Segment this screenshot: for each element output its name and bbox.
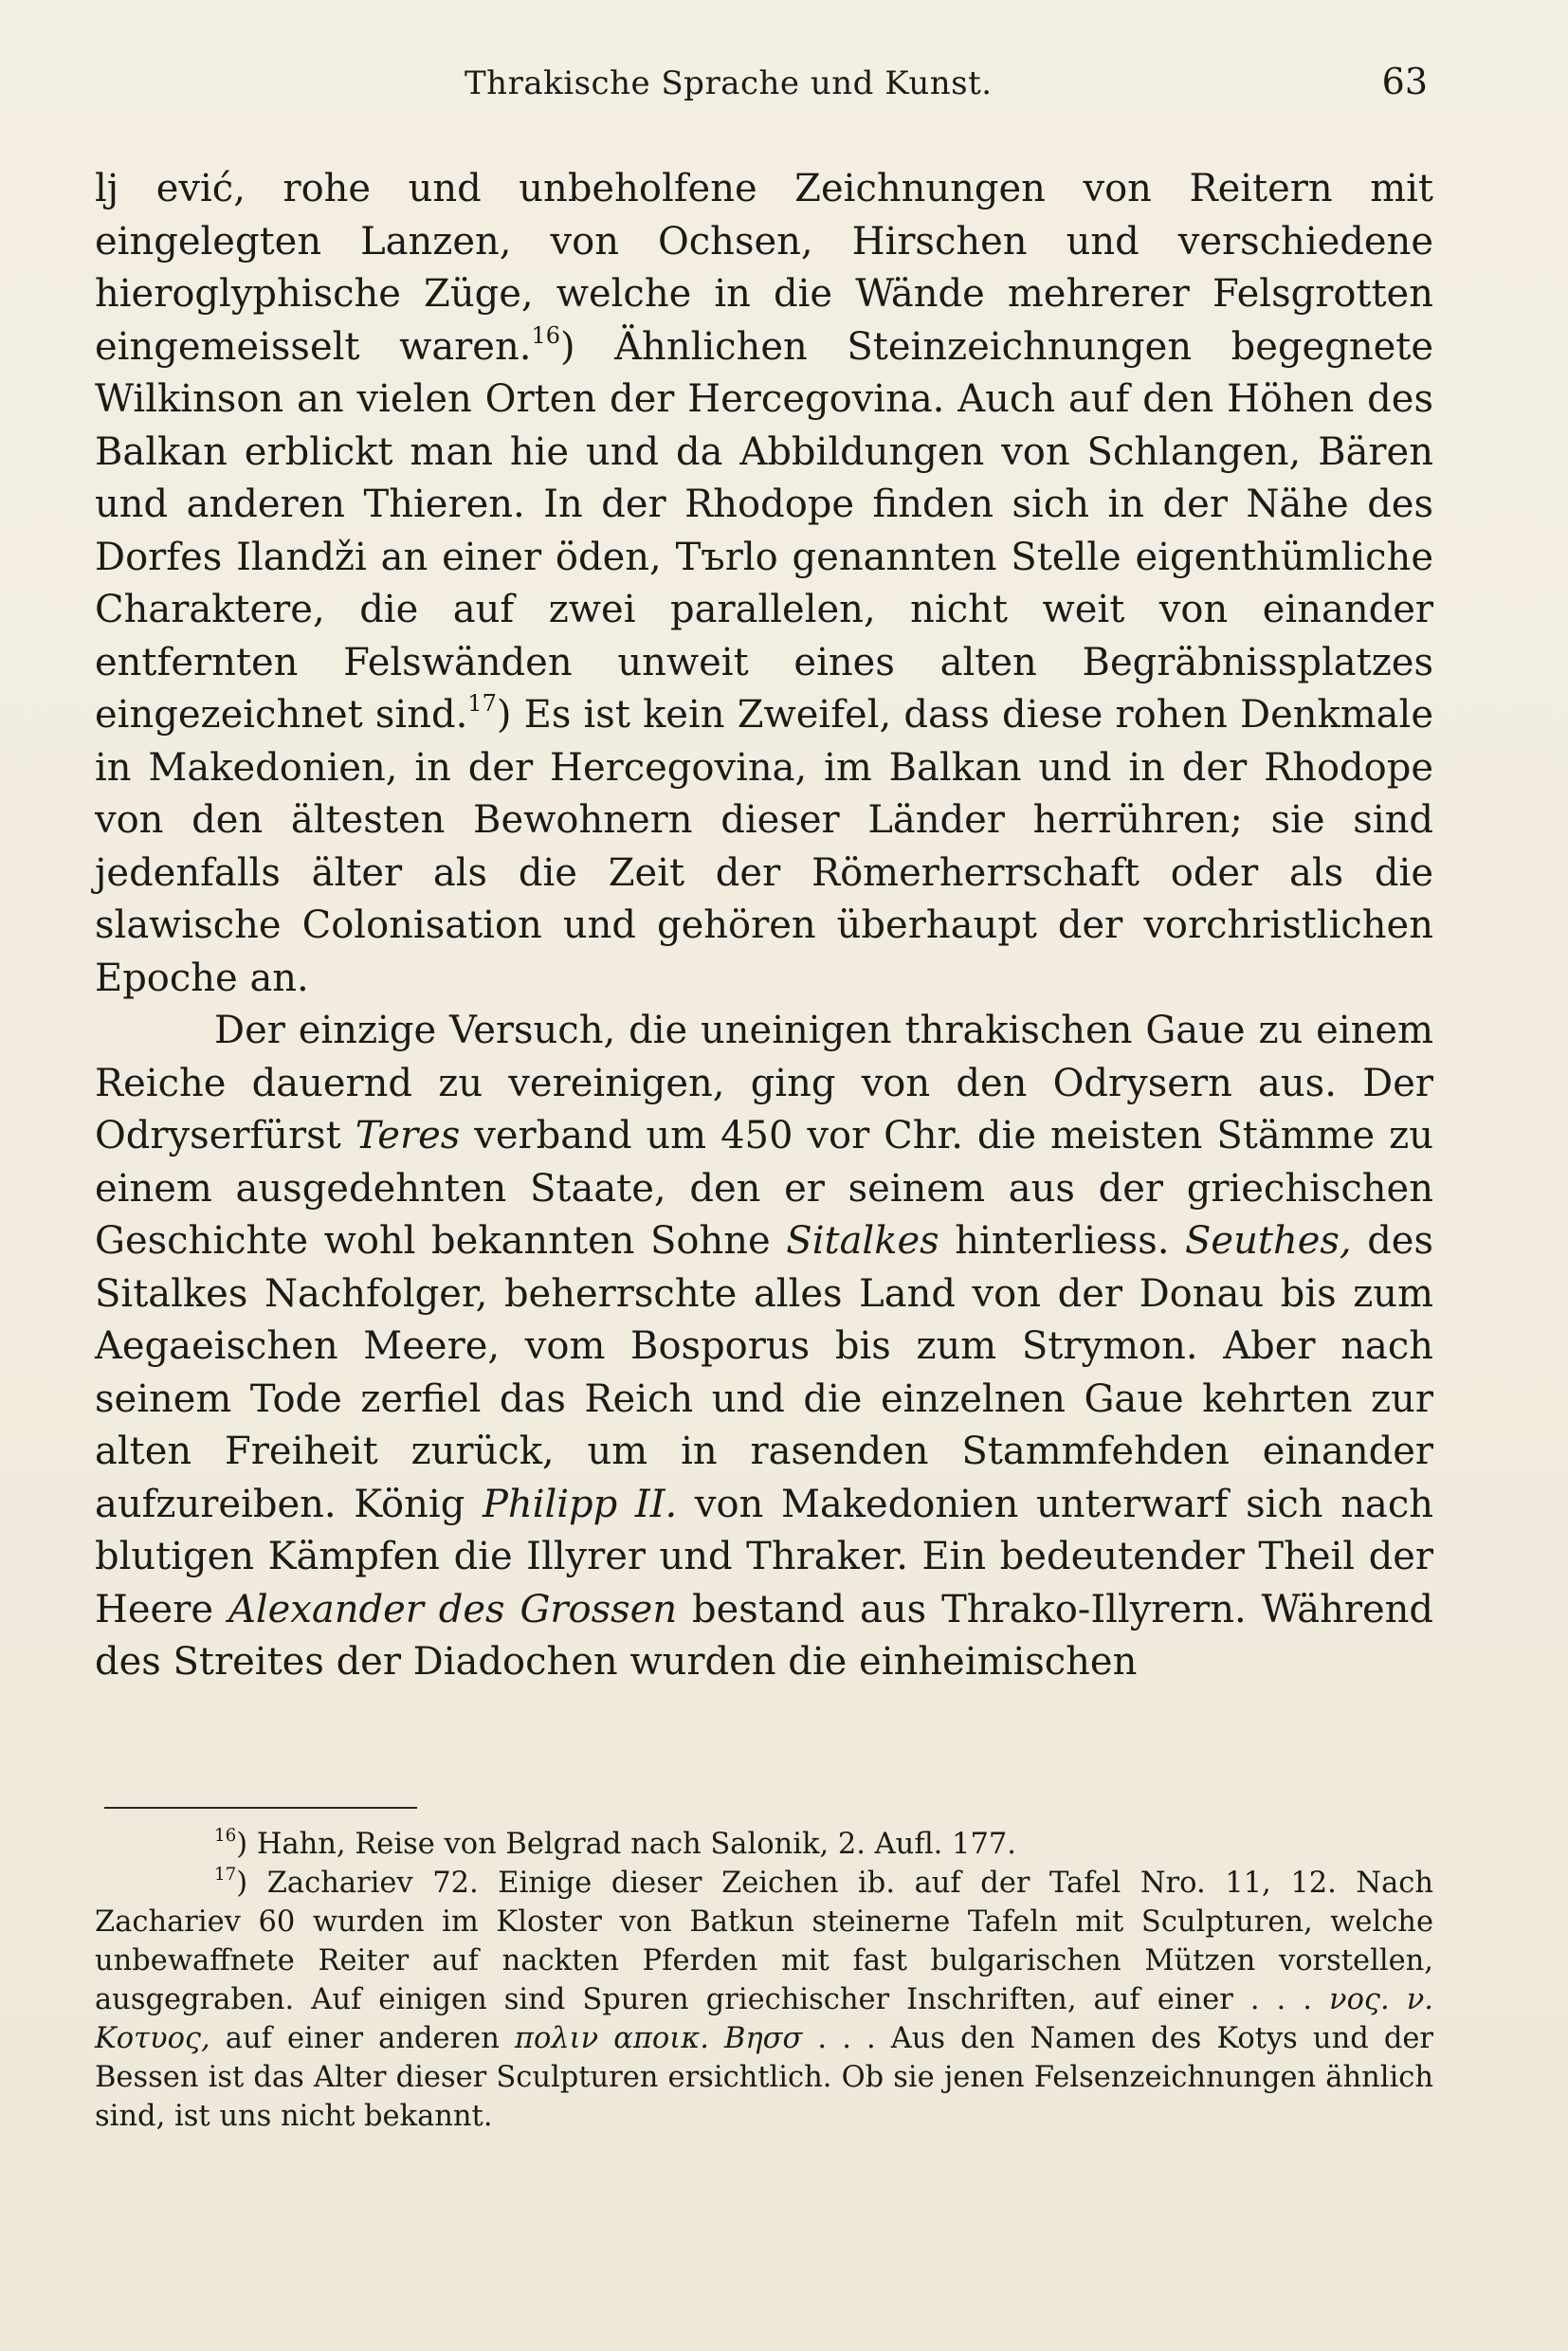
name-sitalkes: Sitalkes [786,1219,939,1263]
name-alexander: Alexander des Grossen [228,1587,678,1631]
page-number: 63 [1381,61,1428,102]
greek-inscription-2: πολιν αποικ. Βησσ [514,2022,803,2055]
paragraph-1-part-b: ) Ähnlichen Steinzeichnungen begegnete Wilkinson an vielen Orten der Hercegovina. Auch auf den Höhen des Balkan erblickt man hie und da Abbildungen von Schlangen, Bären und anderen Thieren. In der Rhodope finden sich in der Nähe des Dorfes Ilandži an einer öden, Tъrlo genannten Stelle eigenthümliche Charaktere, die auf zwei parallelen, nicht weit von einander entfernten Felswänden unweit eines alten Begräbnissplatzes eingezeichnet sind. [95,324,1433,737]
main-text [95,163,1433,1689]
footnote-mark-17: 17 [214,1865,237,1886]
paragraph-2-part-f: bestand aus Thrako-Illyrern. Während des Streites der Diadochen wurden die einheimischen [95,1587,1434,1684]
paragraph-2-part-c: hinterliess. [939,1219,1186,1263]
footnote-17 [95,1864,1433,2136]
footnote-16 [95,1825,1433,1864]
paragraph-2 [95,1005,1433,1689]
paragraph-2-part-e: von Makedonien unterwarf sich nach blutigen Kämpfen die Illyrer und Thraker. Ein bedeutender Theil der Heere [95,1482,1434,1631]
footnote-separator [104,1807,417,1809]
footnote-17-part-c: . . . Aus den Namen des Kotys und der Bessen ist das Alter dieser Sculpturen ersichtlich. Ob sie jenen Felsenzeichnungen ähnlich sind, ist uns nicht bekannt. [95,2022,1433,2133]
paragraph-2-part-a: Der einzige Versuch, die uneinigen thrakischen Gaue zu einem Reiche dauernd zu vereinigen, ging von den Odrysern aus. Der Odryserfürst [95,1009,1433,1157]
name-teres: Teres [355,1114,461,1157]
paragraph-1-part-c: ) Es ist kein Zweifel, dass diese rohen Denkmale in Makedonien, in der Hercegovina, im Balkan und in der Rhodope von den ältesten Bewohnern dieser Länder herrühren; sie sind jedenfalls älter als die Zeit der Römerherrschaft oder als die slawische Colonisation und gehören überhaupt der vorchristlichen Epoche an. [95,693,1433,1000]
paragraph-2-part-d: des Sitalkes Nachfolger, beherrschte alles Land von der Donau bis zum Aegaeischen Meere, vom Bosporus bis zum Strymon. Aber nach seinem Tode zerfiel das Reich und die einzelnen Gaue kehrten zur alten Freiheit zurück, um in rasenden Stammfehden einander aufzureiben. König [95,1219,1434,1526]
footnote-ref-17: 17 [467,690,497,718]
footnote-17-part-b: auf einer anderen [210,2022,515,2055]
paragraph-2-part-b: verband um 450 vor Chr. die meisten Stämme zu einem ausgedehnten Staate, den er seinem aus der griechischen Geschichte wohl bekannten Sohne [95,1114,1434,1263]
paragraph-1-part-a: lj ević, rohe und unbeholfene Zeichnungen von Reitern mit eingelegten Lanzen, von Ochsen, Hirschen und verschiedene hieroglyphische Züge, welche in die Wände mehrerer Felsgrotten eingemeisselt waren. [95,167,1433,369]
page-header [95,59,1441,116]
footnote-mark-16: 16 [214,1826,237,1847]
footnote-ref-16: 16 [531,321,560,349]
greek-inscription-1: νος. ν. Κοτυος, [95,1983,1433,2055]
footnotes [95,1825,1433,2136]
footnote-17-part-a: ) Zachariev 72. Einige dieser Zeichen ib. auf der Tafel Nro. 11, 12. Nach Zachariev 60 wurden im Kloster von Batkun steinerne Tafeln mit Sculpturen, welche unbewaffnete Reiter auf nackten Pferden mit fast bulgarischen Mützen vorstellen, ausgegraben. Auf einigen sind Spuren griechischer Inschriften, auf einer . . . [95,1867,1433,2016]
name-philipp: Philipp II. [482,1482,678,1526]
name-seuthes: Seuthes, [1185,1219,1352,1263]
footnote-16-text: ) Hahn, Reise von Belgrad nach Salonik, 2. Aufl. 177. [236,1828,1016,1861]
paragraph-1 [95,163,1433,1005]
running-title: Thrakische Sprache und Kunst. [465,64,993,102]
